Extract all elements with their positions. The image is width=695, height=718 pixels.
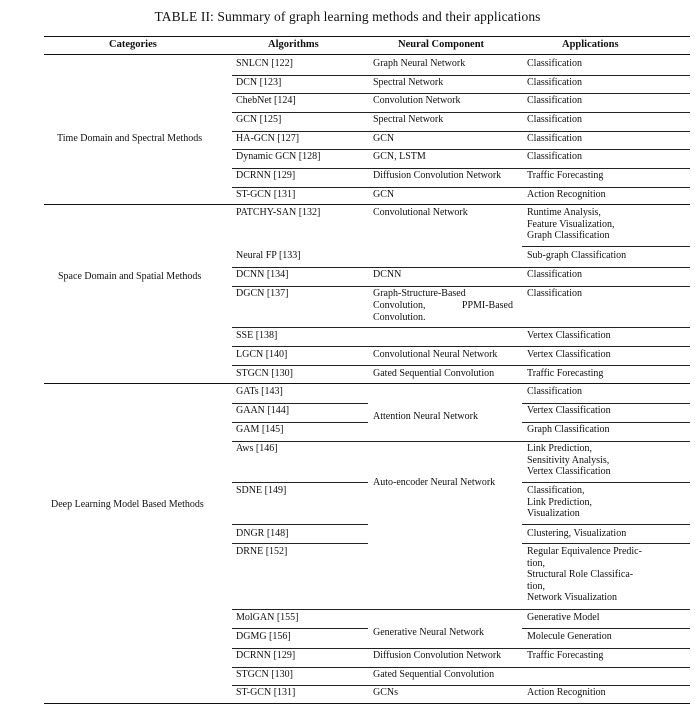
- component-attention: Attention Neural Network: [373, 411, 478, 422]
- row-divider: [522, 628, 690, 629]
- application-line: Runtime Analysis,: [527, 207, 601, 218]
- header-rule: [44, 54, 690, 55]
- component-cell: Gated Sequential Convolution: [373, 368, 495, 379]
- algorithm-cell: GAM [145]: [236, 424, 284, 435]
- algorithm-cell: GATs [143]: [236, 386, 283, 397]
- application-line: Action Recognition: [527, 687, 606, 698]
- application-line: Classification: [527, 95, 582, 106]
- component-generative: Generative Neural Network: [373, 627, 485, 638]
- application-line: Structural Role Classifica-: [527, 569, 634, 580]
- application-line: Link Prediction,: [527, 443, 592, 454]
- application-line: Graph Classification: [527, 424, 610, 435]
- bottom-rule: [44, 703, 690, 704]
- row-divider: [232, 685, 690, 686]
- application-line: Classification: [527, 269, 582, 280]
- application-line: Generative Model: [527, 612, 600, 623]
- component-cell: DCNN: [373, 269, 402, 280]
- row-divider: [232, 112, 690, 113]
- algorithm-cell: STGCN [130]: [236, 669, 293, 680]
- row-divider: [522, 482, 690, 483]
- application-line: Feature Visualization,: [527, 218, 615, 230]
- row-divider: [232, 365, 690, 366]
- application-line: Action Recognition: [527, 189, 606, 200]
- row-divider: [232, 346, 690, 347]
- application-line: Classification: [527, 77, 582, 88]
- algorithm-cell: ST-GCN [131]: [236, 687, 296, 698]
- application-line: Classification: [527, 114, 582, 125]
- algorithm-cell: GAAN [144]: [236, 405, 290, 416]
- table-caption: TABLE II: Summary of graph learning methods and their applications: [154, 9, 541, 24]
- component-cell: Diffusion Convolution Network: [373, 650, 502, 661]
- component-cell: Convolution Network: [373, 95, 461, 106]
- row-divider: [232, 187, 690, 188]
- row-divider: [232, 327, 690, 328]
- component-cell: Gated Sequential Convolution: [373, 669, 495, 680]
- algorithm-cell: PATCHY-SAN [132]: [236, 207, 321, 218]
- application-line: Graph Classification: [527, 230, 610, 241]
- algorithm-cell: DRNE [152]: [236, 546, 288, 557]
- category-deep-learning: Deep Learning Model Based Methods: [51, 499, 204, 510]
- application-line: Classification: [527, 386, 582, 397]
- row-divider: [232, 609, 690, 610]
- component-cell: Spectral Network: [373, 77, 444, 88]
- category-time-domain: Time Domain and Spectral Methods: [57, 133, 203, 144]
- row-divider: [232, 75, 690, 76]
- algorithm-cell: DCNN [134]: [236, 269, 289, 280]
- algorithm-cell: ChebNet [124]: [236, 95, 296, 106]
- application-line: Network Visualization: [527, 592, 618, 603]
- row-divider: [232, 168, 690, 169]
- application-line: Traffic Forecasting: [527, 650, 604, 661]
- row-divider: [232, 667, 690, 668]
- component-cell: Graph-Structure-Based Convolution, PPMI-Based Convolution.: [373, 288, 513, 323]
- category-space-domain: Space Domain and Spatial Methods: [58, 271, 202, 282]
- row-divider: [522, 543, 690, 544]
- application-line: Traffic Forecasting: [527, 170, 604, 181]
- row-divider: [522, 422, 690, 423]
- algorithm-cell: LGCN [140]: [236, 349, 288, 360]
- application-line: tion,: [527, 580, 546, 592]
- row-divider: [522, 246, 690, 247]
- algorithm-cell: DGMG [156]: [236, 631, 291, 642]
- header-neural-component: Neural Component: [398, 39, 485, 50]
- component-cell: Diffusion Convolution Network: [373, 170, 502, 181]
- algorithm-cell: DCRNN [129]: [236, 170, 296, 181]
- row-divider: [232, 628, 368, 629]
- row-divider: [232, 543, 368, 544]
- row-divider: [232, 93, 690, 94]
- row-divider: [232, 441, 690, 442]
- application-line: Classification: [527, 58, 582, 69]
- top-rule: [44, 36, 690, 37]
- row-divider: [522, 403, 690, 404]
- component-cell: Spectral Network: [373, 114, 444, 125]
- algorithm-cell: Neural FP [133]: [236, 250, 301, 261]
- application-line: Vertex Classification: [527, 330, 611, 341]
- algorithm-cell: STGCN [130]: [236, 368, 293, 379]
- application-line: Classification: [527, 151, 582, 162]
- row-divider: [232, 286, 690, 287]
- algorithm-cell: DCRNN [129]: [236, 650, 296, 661]
- algorithm-cell: DNGR [148]: [236, 528, 289, 539]
- row-divider: [232, 422, 368, 423]
- component-cell: GCNs: [373, 687, 399, 698]
- algorithm-cell: SSE [138]: [236, 330, 278, 341]
- algorithm-cell: SDNE [149]: [236, 485, 287, 496]
- algorithm-cell: Aws [146]: [236, 443, 278, 454]
- application-line: Classification: [527, 288, 582, 299]
- algorithm-cell: Dynamic GCN [128]: [236, 151, 321, 162]
- row-divider: [522, 524, 690, 525]
- algorithm-cell: ST-GCN [131]: [236, 189, 296, 200]
- application-line: tion,: [527, 557, 546, 569]
- component-cell: Graph Neural Network: [373, 58, 466, 69]
- component-autoencoder: Auto-encoder Neural Network: [373, 477, 496, 488]
- row-divider: [232, 524, 368, 525]
- algorithm-cell: DGCN [137]: [236, 288, 289, 299]
- row-divider: [232, 149, 690, 150]
- algorithm-cell: GCN [125]: [236, 114, 282, 125]
- section-rule-1: [44, 204, 690, 205]
- application-line: Traffic Forecasting: [527, 368, 604, 379]
- row-divider: [232, 267, 690, 268]
- application-line: Link Prediction,: [527, 496, 592, 508]
- application-line: Vertex Classification: [527, 349, 611, 360]
- application-line: Classification: [527, 133, 582, 144]
- algorithm-cell: SNLCN [122]: [236, 58, 293, 69]
- row-divider: [232, 648, 690, 649]
- section-rule-2: [44, 383, 690, 384]
- component-cell: GCN, LSTM: [373, 151, 426, 162]
- application-line: Sub-graph Classification: [527, 250, 627, 261]
- algorithm-cell: DCN [123]: [236, 77, 282, 88]
- algorithm-cell: HA-GCN [127]: [236, 133, 300, 144]
- application-line: Regular Equivalence Predic-: [527, 546, 642, 557]
- component-cell: Convolutional Neural Network: [373, 349, 498, 360]
- header-algorithms: Algorithms: [268, 39, 319, 50]
- application-line: Sensitivity Analysis,: [527, 454, 610, 466]
- application-line: Classification,: [527, 485, 585, 496]
- application-line: Vertex Classification: [527, 405, 611, 416]
- application-line: Vertex Classification: [527, 466, 611, 477]
- component-cell: GCN: [373, 133, 395, 144]
- row-divider: [232, 482, 368, 483]
- component-cell: GCN: [373, 189, 395, 200]
- application-line: Molecule Generation: [527, 631, 612, 642]
- application-line: Visualization: [527, 508, 580, 519]
- row-divider: [232, 131, 690, 132]
- header-applications: Applications: [562, 39, 619, 50]
- component-cell: Convolutional Network: [373, 207, 468, 218]
- algorithm-cell: MolGAN [155]: [236, 612, 299, 623]
- header-categories: Categories: [109, 39, 157, 50]
- application-line: Clustering, Visualization: [527, 528, 627, 539]
- row-divider: [232, 403, 368, 404]
